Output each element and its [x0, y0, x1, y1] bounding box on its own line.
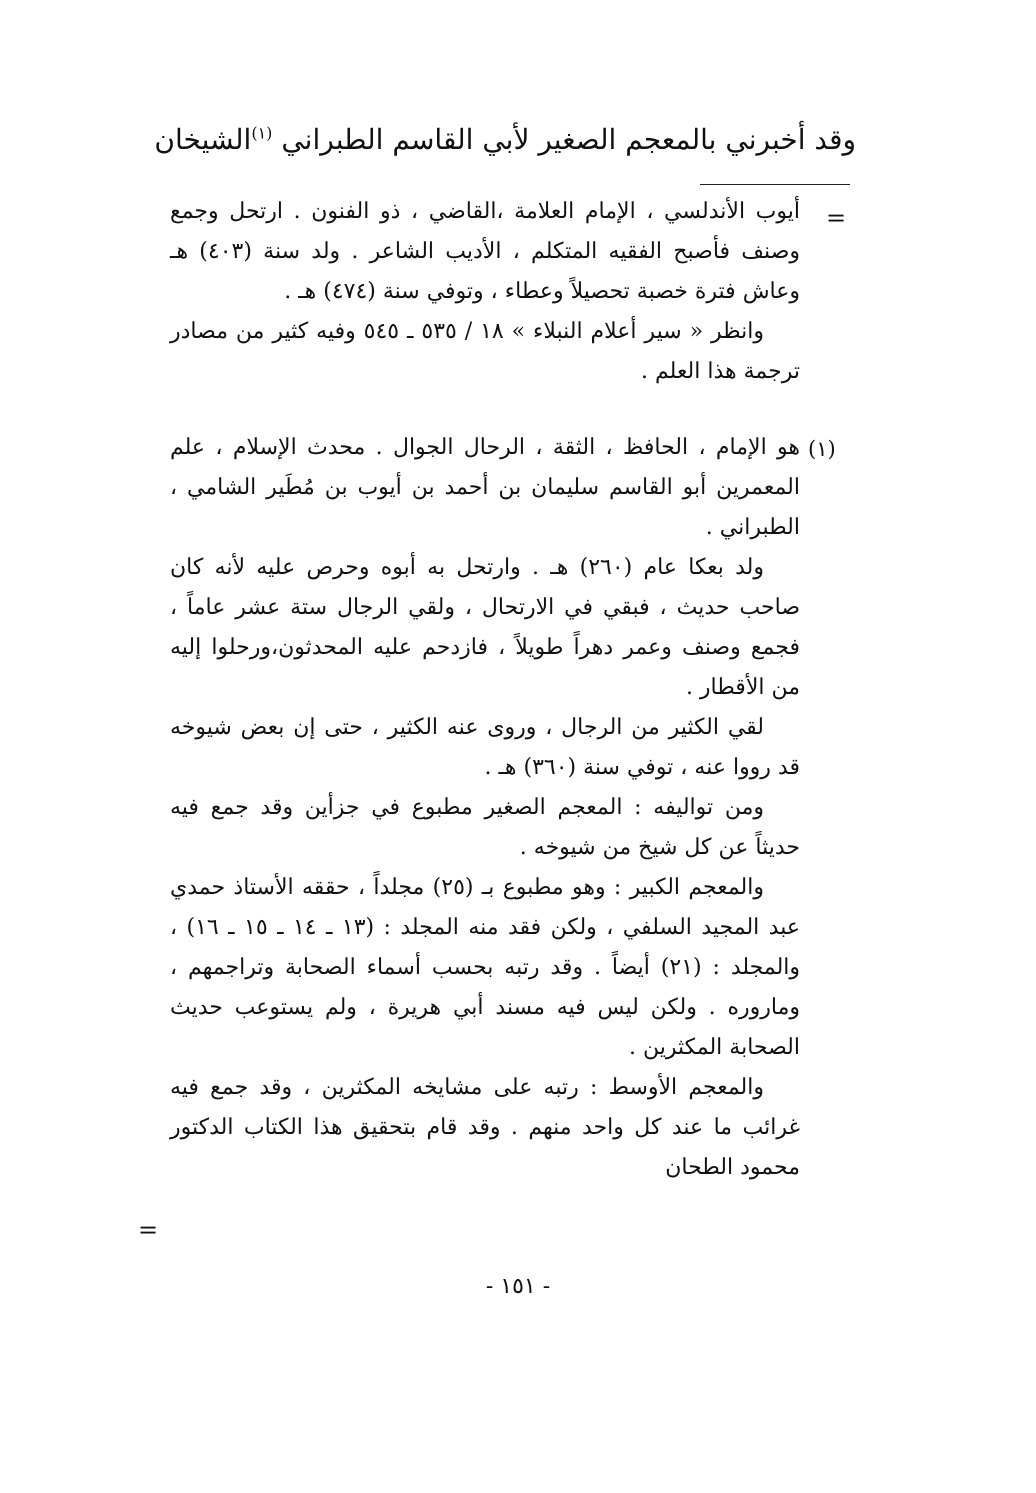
main-text-line — [156, 118, 856, 162]
footnote-marker: (١) — [808, 437, 836, 461]
continued-note-para-1: أيوب الأندلسي ، الإمام العلامة ،القاضي ، ذو الفنون . ارتحل وجمع وصنف فأصبح الفقيه المتكلم ، الأديب الشاعر . ولد سنة (٤٠٣) هـ وعاش فترة خصبة تحصيلاً وعطاء ، وتوفي سنة (٤٧٤) هـ . — [170, 199, 800, 304]
footnote-para-1: هو الإمام ، الحافظ ، الثقة ، الرحال الجوال . محدث الإسلام ، علم المعمرين أبو القاسم سليمان بن أحمد بن أيوب بن مُطَير الشامي ، الطبراني . — [170, 435, 800, 540]
footnote-1 — [170, 428, 800, 1188]
footnote-para-5: والمعجم الكبير : وهو مطبوع بـ (٢٥) مجلداً ، حققه الأستاذ حمدي عبد المجيد السلفي ، ولكن فقد منه المجلد : (١٣ ـ ١٤ ـ ١٥ ـ ١٦) ، والمجلد : (٢١) أيضاً . وقد رتبه بحسب أسماء الصحابة وتراجمهم ، وماروره . ولكن ليس فيه مسند أبي هريرة ، ولم يستوعب حديث الصحابة المكثرين . — [170, 875, 801, 1060]
footnote-separator — [700, 184, 850, 185]
main-text-after-ref: الشيخان — [154, 123, 252, 156]
continued-footnote — [170, 192, 800, 392]
footnote-para-2: ولد بعكا عام (٢٦٠) هـ . وارتحل به أبوه وحرص عليه لأنه كان صاحب حديث ، فبقي في الارتحال ، ولقي الرجال ستة عشر عاماً ، فجمع وصنف وعمر دهراً طويلاً ، فازدحم عليه المحدثون،ورحلوا إليه من الأقطار . — [170, 555, 800, 700]
continuation-marker-top: = — [826, 204, 847, 232]
footnote-reference: (١) — [251, 123, 273, 143]
footnote-para-3: لقي الكثير من الرجال ، وروى عنه الكثير ، حتى إن بعض شيوخه قد رووا عنه ، توفي سنة (٣٦٠) هـ . — [170, 715, 800, 780]
page-number: - ١٥١ - — [485, 1274, 551, 1299]
footnote-para-4: ومن تواليفه : المعجم الصغير مطبوع في جزأين وقد جمع فيه حديثاً عن كل شيخ من شيوخه . — [170, 795, 800, 860]
continuation-marker-bottom: = — [138, 1216, 159, 1244]
footnote-para-6: والمعجم الأوسط : رتبه على مشايخه المكثرين ، وقد جمع فيه غرائب ما عند كل واحد منهم . وقد قام بتحقيق هذا الكتاب الدكتور محمود الطحان — [170, 1075, 800, 1180]
main-text-before-ref: وقد أخبرني بالمعجم الصغير لأبي القاسم الطبراني — [281, 123, 856, 156]
continued-note-para-2: وانظر « سير أعلام النبلاء » ١٨ / ٥٣٥ ـ ٥٤٥ وفيه كثير من مصادر ترجمة هذا العلم . — [170, 319, 800, 384]
